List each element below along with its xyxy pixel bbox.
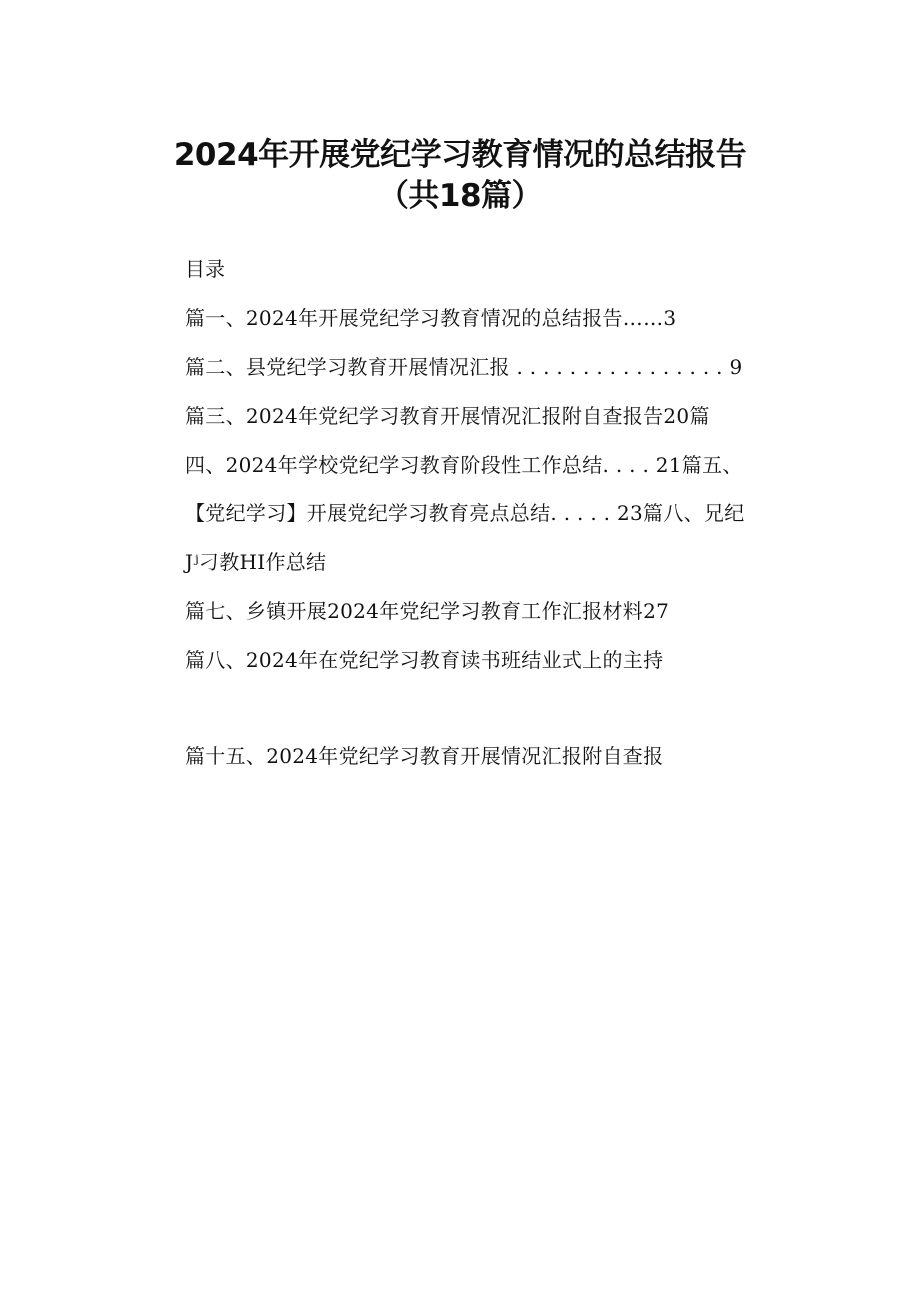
toc-entry: 篇七、乡镇开展2024年党纪学习教育工作汇报材料27 [185,599,670,623]
toc-entry: 【党纪学习】开展党纪学习教育亮点总结. . . . . 23篇八、兄纪 [185,501,745,525]
toc-entry: 篇三、2024年党纪学习教育开展情况汇报附自查报告20篇 [185,404,710,428]
document-subtitle: （共18篇） [377,178,543,214]
toc-entry: 篇十五、2024年党纪学习教育开展情况汇报附自查报 [185,744,664,768]
toc-entry: 篇八、2024年在党纪学习教育读书班结业式上的主持 [185,648,664,672]
toc-heading: 目录 [185,257,225,281]
document-title: 2024年开展党纪学习教育情况的总结报告 [173,137,747,173]
toc-entry: 篇一、2024年开展党纪学习教育情况的总结报告……3 [185,306,677,330]
toc-entry: 篇二、县党纪学习教育开展情况汇报 . . . . . . . . . . . . . . . . 9 [185,355,743,379]
toc-entry: 四、2024年学校党纪学习教育阶段性工作总结. . . . 21篇五、 [185,453,743,477]
toc-entry: Jʲ刁教HI作总结 [185,550,327,574]
